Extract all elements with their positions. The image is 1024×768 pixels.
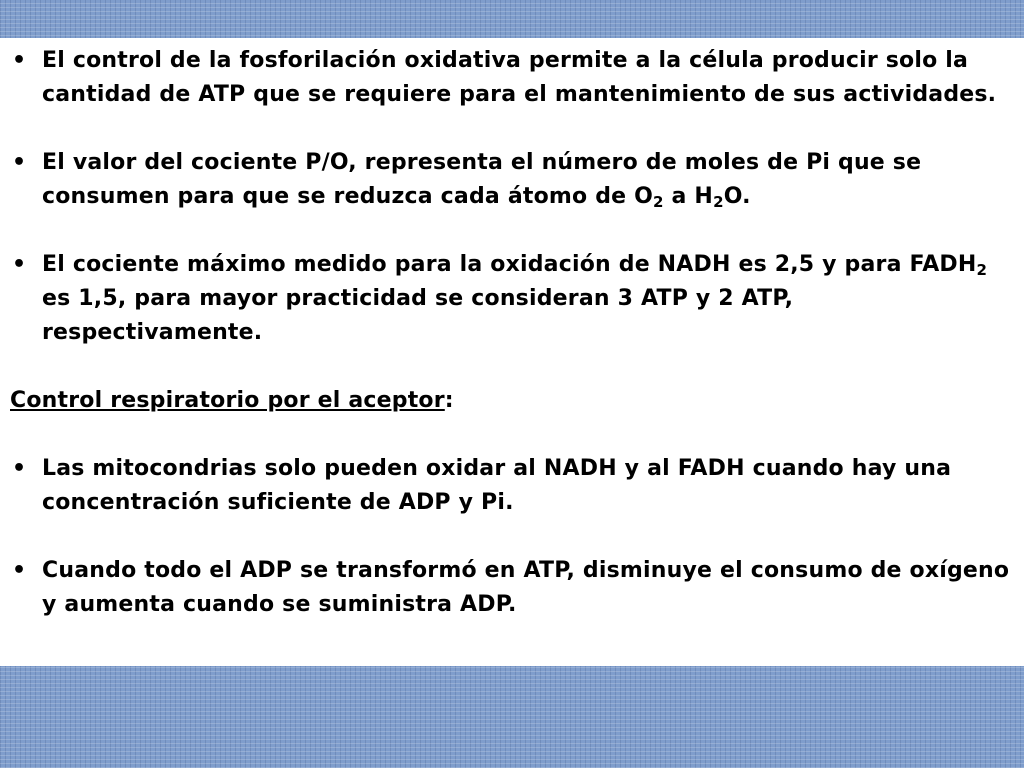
bullet-po-ratio [0, 146, 1024, 214]
subscript: 2 [653, 193, 664, 211]
bullet-text: El cociente máximo medido para la oxidación de NADH es 2,5 y para $FADH_2$ es 1,5, para mayor practicidad se consideran 3 ATP y 2 ATP, respectivamente. [42, 252, 988, 345]
subscript: 2 [713, 193, 724, 211]
bullet-dot: • [12, 252, 27, 277]
bullet-adp-atp [0, 554, 1024, 622]
bullet-dot: • [12, 558, 27, 583]
bullet-mitochondria [0, 452, 1024, 520]
slide-content [0, 38, 1024, 666]
heading-text: Control respiratorio por el aceptor [10, 388, 445, 413]
bullet-max-ratio [0, 248, 1024, 350]
bullet-text: El valor del cociente P/O, representa el número de moles de Pi que se consumen para que se reduzca cada átomo de $O_2$ a $H_2O$. [42, 150, 922, 211]
bullet-dot: • [12, 48, 27, 73]
bullet-phosphorylation-control [0, 44, 1024, 112]
section-heading [0, 384, 1024, 418]
bullet-dot: • [12, 456, 27, 481]
bullet-text: El control de la fosforilación oxidativa permite a la célula producir solo la cantidad de ATP que se requiere para el mantenimiento de sus actividades. [42, 48, 997, 107]
bullet-dot: • [12, 150, 27, 175]
bullet-text: Las mitocondrias solo pueden oxidar al NADH y al FADH cuando hay una concentración suficiente de ADP y Pi. [42, 456, 952, 515]
heading-colon: : [444, 388, 454, 413]
subscript: 2 [976, 261, 988, 279]
bullet-text: Cuando todo el ADP se transformó en ATP, disminuye el consumo de oxígeno y aumenta cuando se suministra ADP. [42, 558, 1010, 617]
